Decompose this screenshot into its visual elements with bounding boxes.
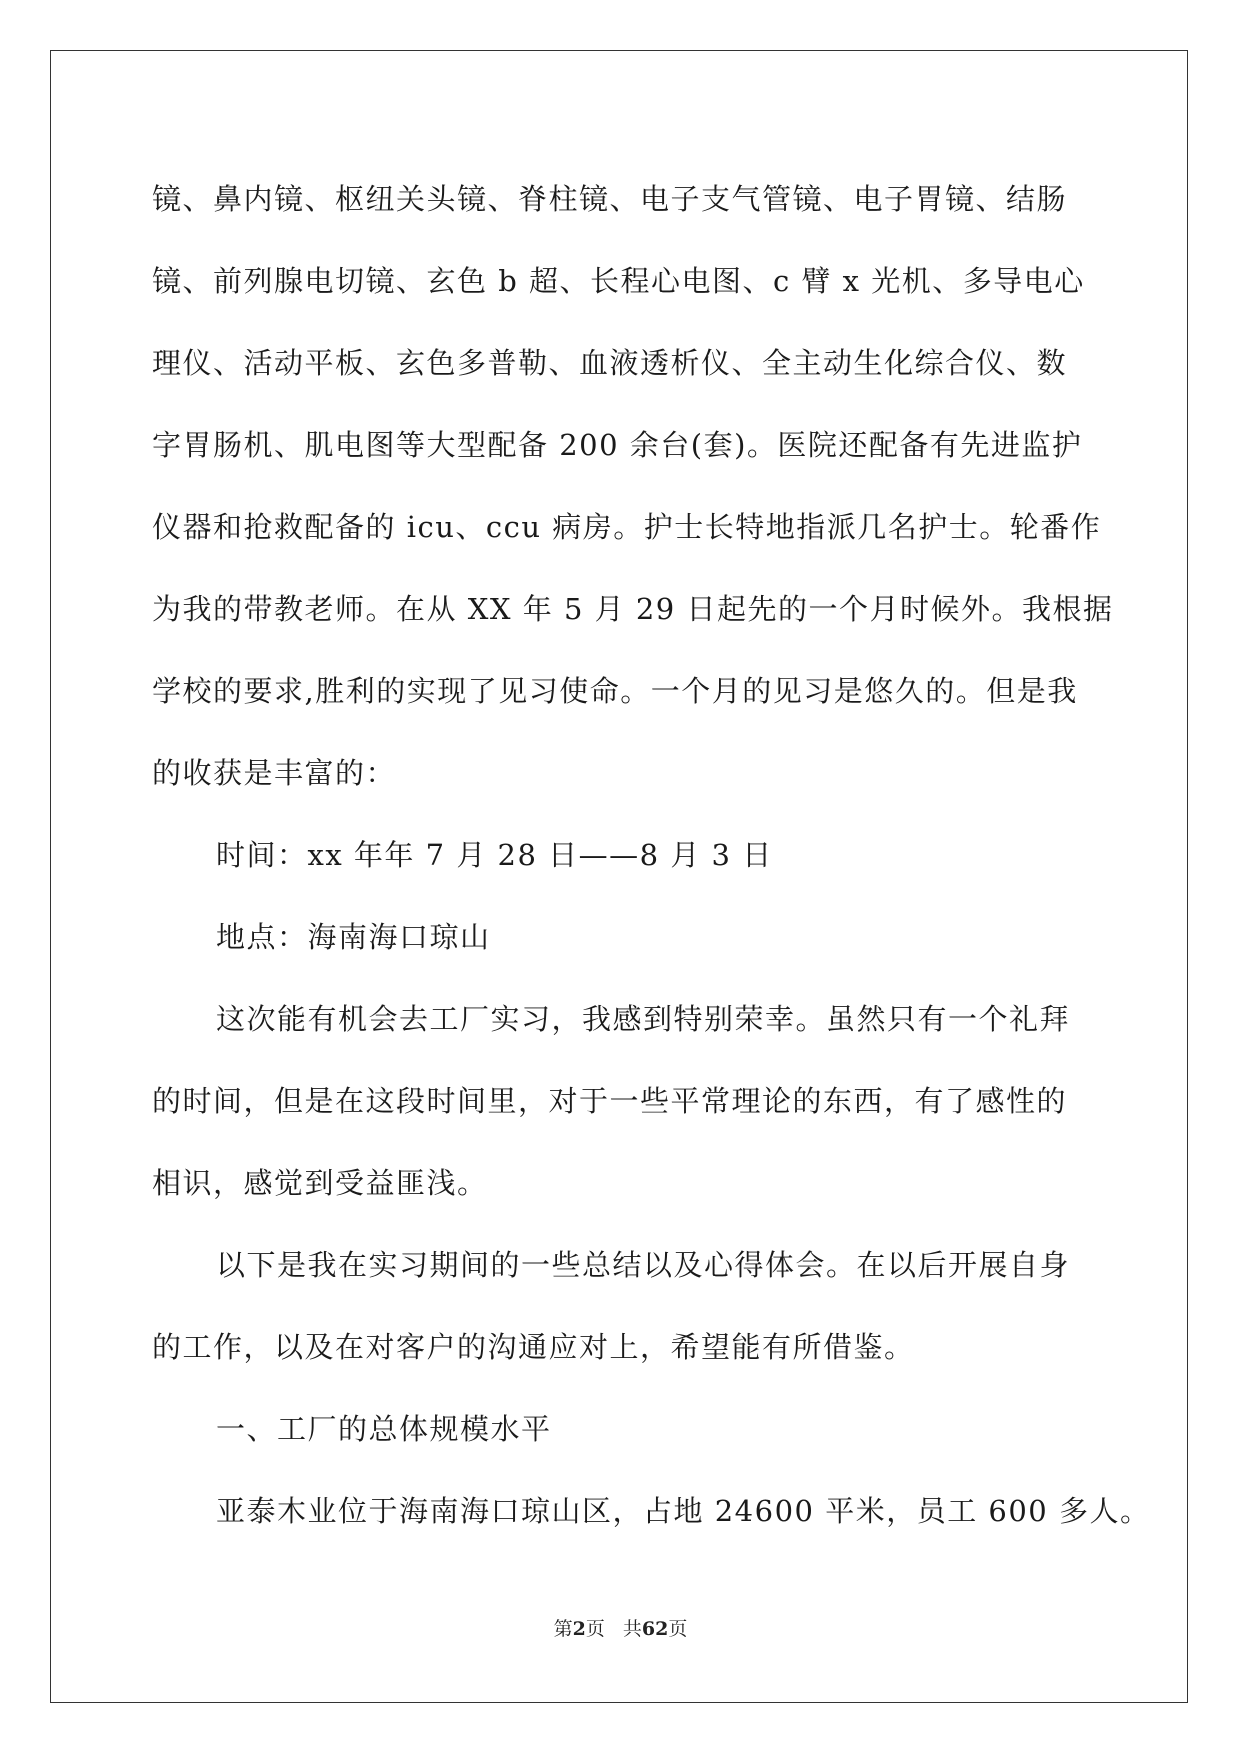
text-line: 的工作，以及在对客户的沟通应对上，希望能有所借鉴。 — [152, 1330, 915, 1364]
text-line: 仪器和抢救配备的 icu、ccu 病房。护士长特地指派几名护士。轮番作 — [152, 510, 1102, 544]
text-line-time: 时间：xx 年年 7 月 28 日——8 月 3 日 — [216, 838, 773, 872]
text-line: 的收获是丰富的： — [152, 756, 397, 790]
page-prefix: 第 — [553, 1618, 573, 1640]
text-line: 的时间，但是在这段时间里，对于一些平常理论的东西，有了感性的 — [152, 1084, 1068, 1118]
page-footer — [0, 1614, 1241, 1641]
total-pages: 62 — [641, 1618, 669, 1640]
text-line: 相识，感觉到受益匪浅。 — [152, 1166, 488, 1200]
text-line: 理仪、活动平板、玄色多普勒、血液透析仪、全主动生化综合仪、数 — [152, 346, 1068, 380]
text-line: 镜、前列腺电切镜、玄色 b 超、长程心电图、c 臂 x 光机、多导电心 — [152, 264, 1085, 298]
total-suffix: 页 — [668, 1618, 688, 1640]
text-line: 镜、鼻内镜、枢纽关头镜、脊柱镜、电子支气管镜、电子胃镜、结肠 — [152, 182, 1068, 216]
paragraph-start: 亚泰木业位于海南海口琼山区，占地 24600 平米，员工 600 多人。 — [216, 1494, 1151, 1528]
paragraph-start: 这次能有机会去工厂实习，我感到特别荣幸。虽然只有一个礼拜 — [216, 1002, 1071, 1036]
text-line: 字胃肠机、肌电图等大型配备 200 余台(套)。医院还配备有先进监护 — [152, 428, 1083, 462]
text-line-location: 地点：海南海口琼山 — [216, 920, 491, 954]
total-prefix: 共 — [622, 1618, 642, 1640]
paragraph-start: 以下是我在实习期间的一些总结以及心得体会。在以后开展自身 — [216, 1248, 1071, 1282]
text-line: 为我的带教老师。在从 XX 年 5 月 29 日起先的一个月时候外。我根据 — [152, 592, 1114, 626]
page-suffix: 页 — [585, 1618, 605, 1640]
section-heading: 一、工厂的总体规模水平 — [216, 1412, 552, 1446]
page-number: 2 — [572, 1618, 586, 1640]
document-body — [152, 158, 1151, 1552]
text-line: 学校的要求,胜利的实现了见习使命。一个月的见习是悠久的。但是我 — [152, 674, 1078, 708]
